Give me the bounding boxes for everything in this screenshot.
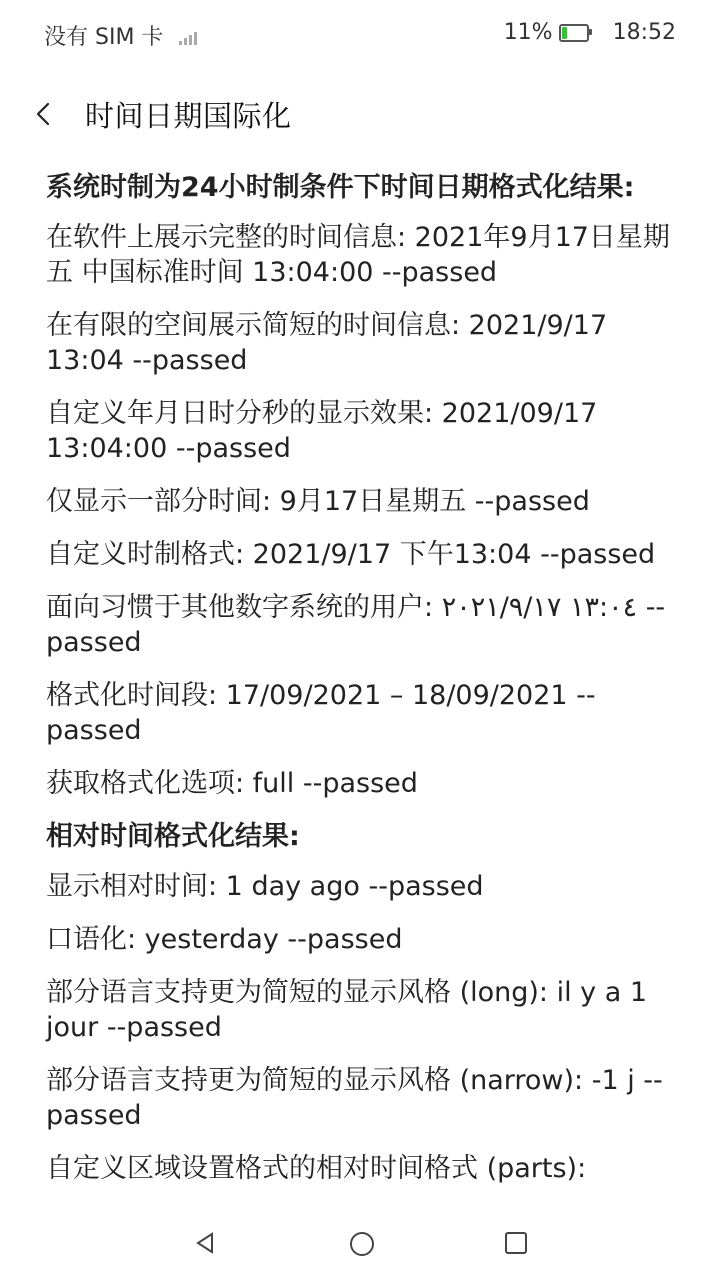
page-title: 时间日期国际化 [85, 99, 292, 133]
result-item: 部分语言支持更为简短的显示风格 (long): il y a 1 jour --passed [46, 977, 648, 1043]
result-item: 获取格式化选项: full --passed [46, 768, 418, 799]
result-item: 口语化: yesterday --passed [46, 924, 403, 955]
carrier-label: 没有 SIM 卡 [44, 25, 164, 50]
result-item: 格式化时间段: 17/09/2021 – 18/09/2021 --passed [46, 680, 596, 746]
nav-recent-icon[interactable] [505, 1232, 527, 1254]
system-nav-bar [0, 1228, 720, 1258]
clock: 18:52 [612, 20, 676, 45]
section-heading-relative: 相对时间格式化结果: [46, 821, 300, 852]
nav-back-icon[interactable] [196, 1232, 216, 1254]
back-button[interactable] [30, 92, 70, 136]
title-bar [0, 84, 720, 144]
result-item: 在软件上展示完整的时间信息: 2021年9月17日星期五 中国标准时间 13:04:00 --passed [46, 222, 670, 288]
result-item: 自定义区域设置格式的相对时间格式 (parts): [46, 1153, 587, 1184]
nav-home-icon[interactable] [350, 1232, 374, 1256]
result-item: 部分语言支持更为简短的显示风格 (narrow): -1 j --passed [46, 1065, 663, 1131]
status-bar [0, 0, 720, 70]
battery-icon [559, 24, 589, 42]
signal-icon [179, 27, 197, 45]
battery-percent: 11% [503, 20, 553, 45]
section-heading-format: 系统时制为24小时制条件下时间日期格式化结果: [46, 172, 635, 203]
result-item: 仅显示一部分时间: 9月17日星期五 --passed [46, 486, 590, 517]
result-item: 显示相对时间: 1 day ago --passed [46, 871, 484, 902]
chevron-left-icon [30, 92, 60, 136]
result-item: 在有限的空间展示简短的时间信息: 2021/9/17 13:04 --passed [46, 310, 608, 376]
results-list [46, 170, 676, 1204]
result-item: 面向习惯于其他数字系统的用户: ١٣:٠٤ ٢٠٢١/٩/١٧ --passed [46, 592, 666, 658]
result-item: 自定义年月日时分秒的显示效果: 2021/09/17 13:04:00 --passed [46, 398, 598, 464]
status-right [504, 20, 676, 45]
status-left [44, 20, 197, 51]
result-item: 自定义时制格式: 2021/9/17 下午13:04 --passed [46, 539, 656, 570]
